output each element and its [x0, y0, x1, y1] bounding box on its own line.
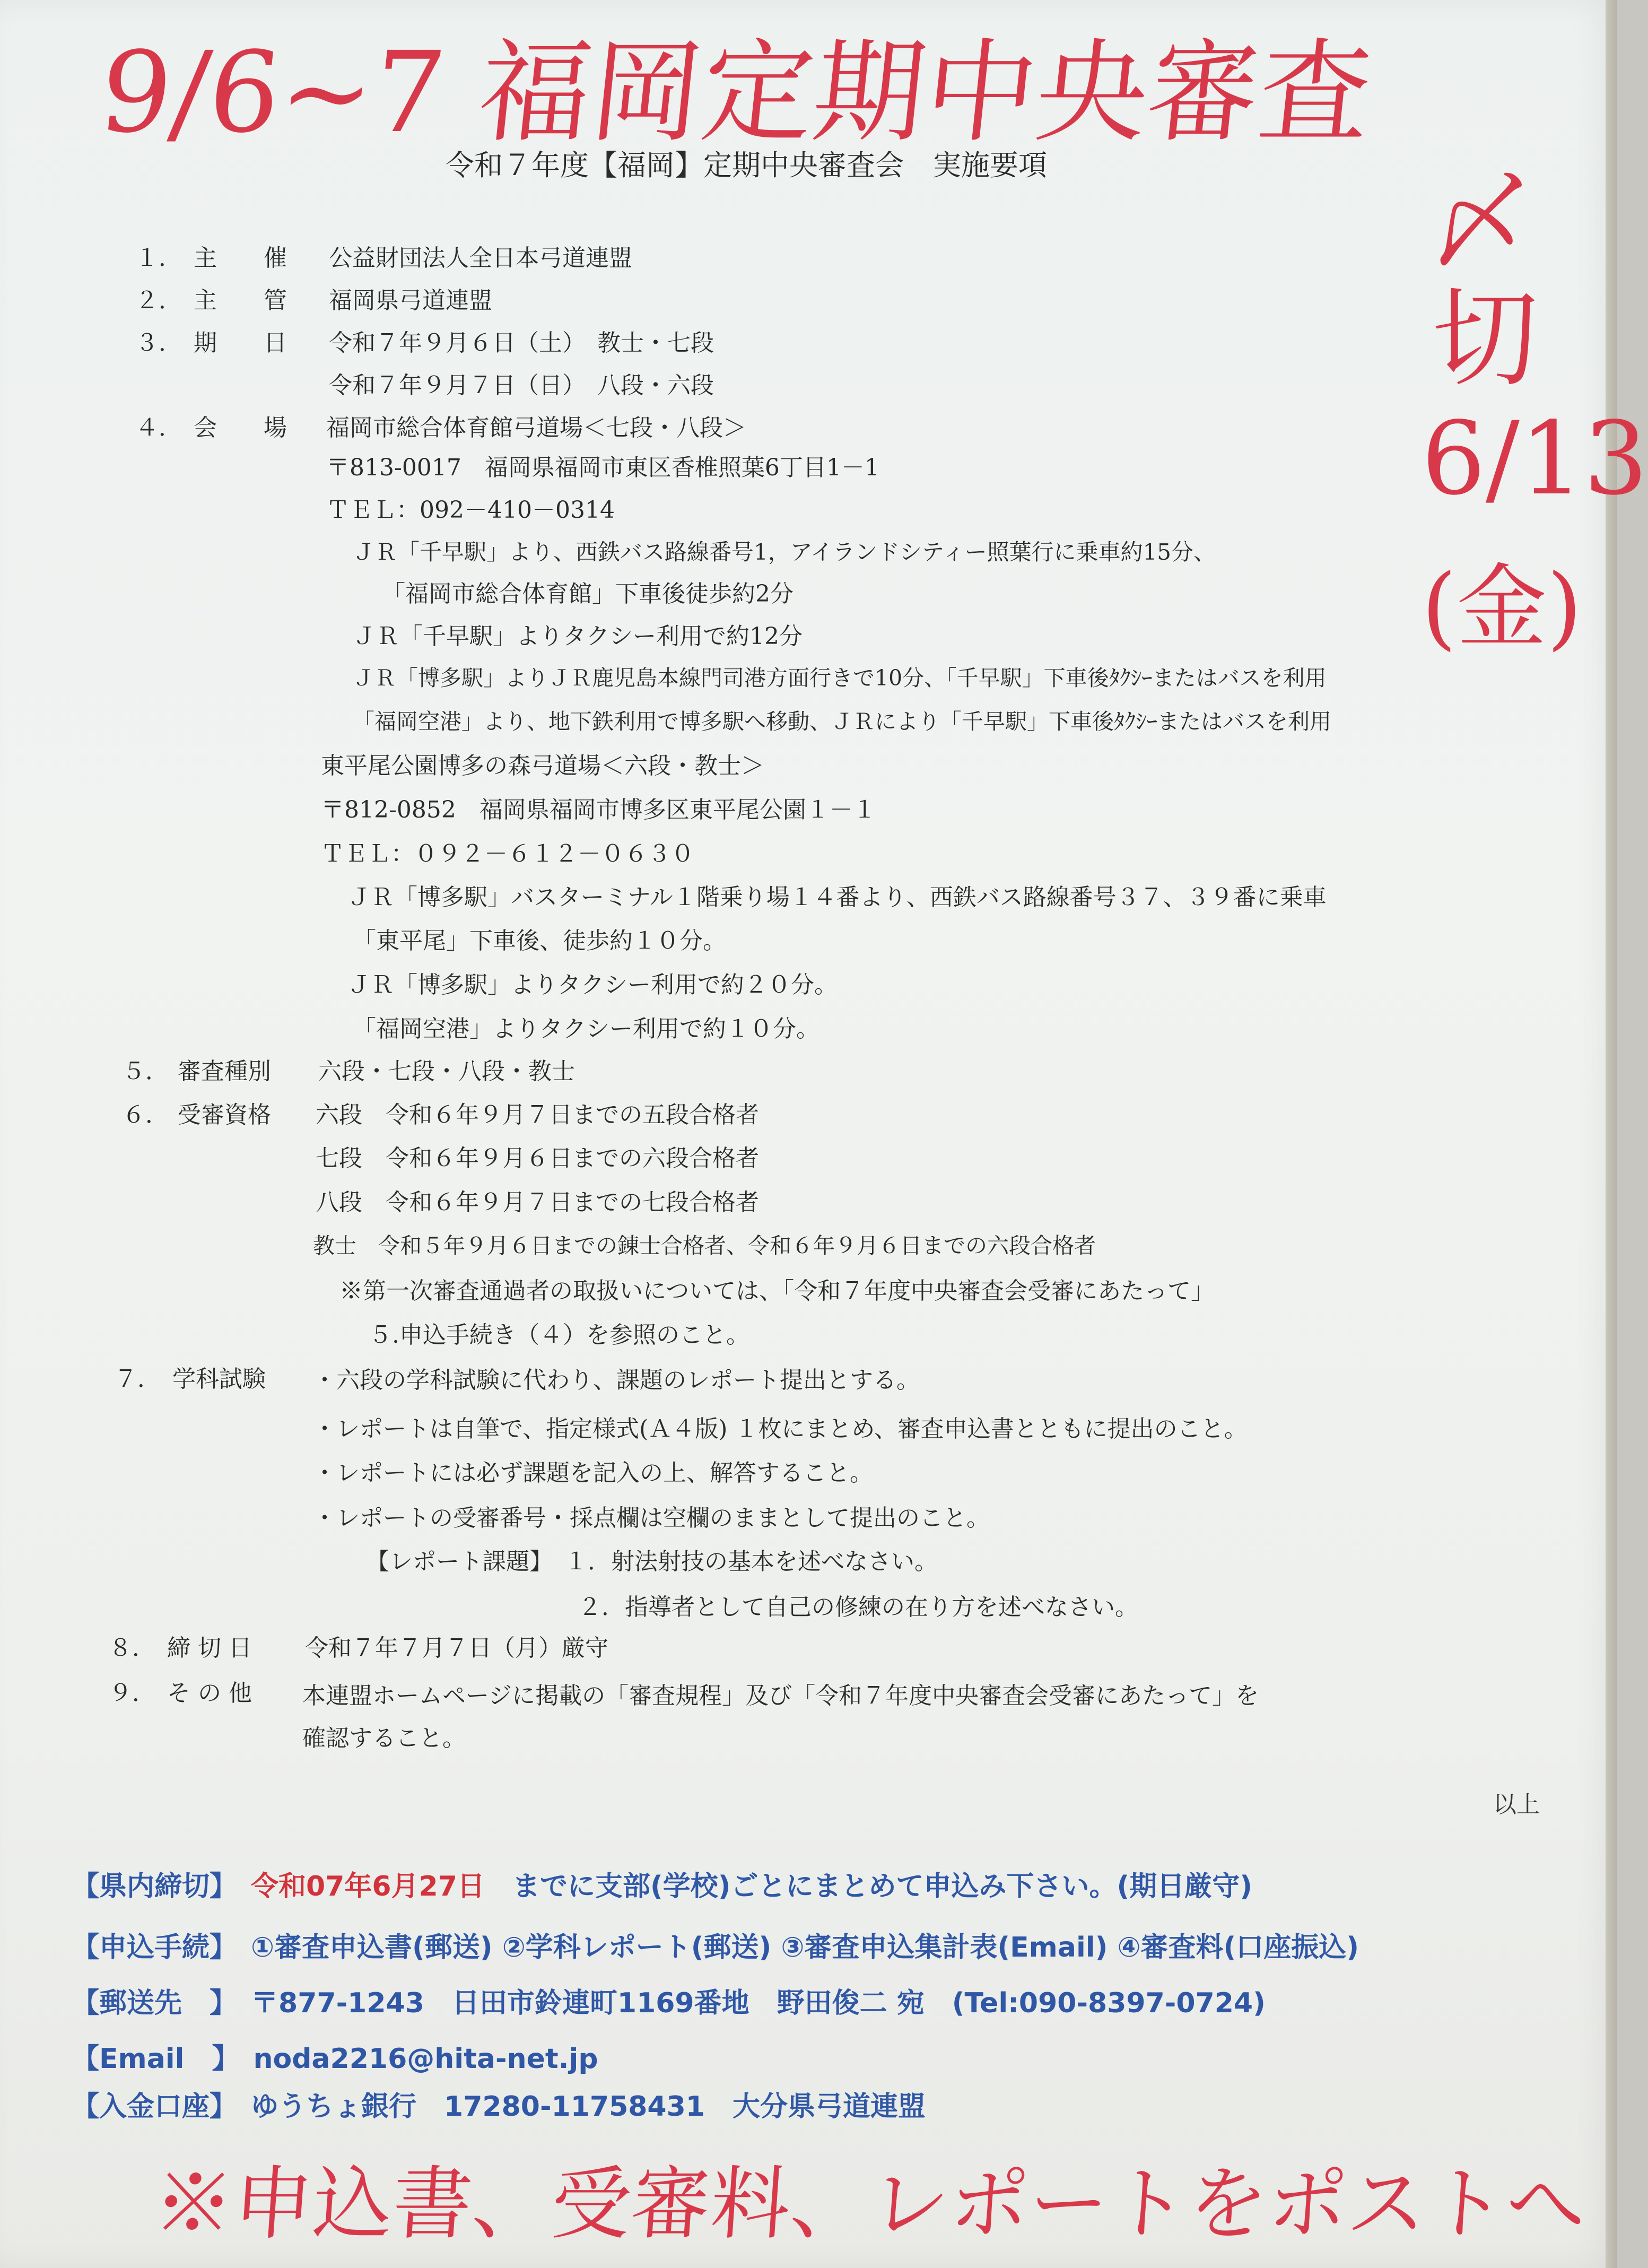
item-text: 八段 令和６年９月７日までの七段合格者	[316, 1189, 759, 1216]
item-text: 「東平尾」下車後、徒歩約１０分。	[353, 927, 726, 954]
notice-email-text: noda2216@hita-net.jp	[253, 2043, 598, 2075]
item-number: １．	[135, 245, 182, 272]
item-text: ＴＥＬ：０９２－６１２－０６３０	[321, 840, 694, 867]
handwritten-deadline-line: 〆	[1427, 161, 1533, 284]
item-text: 令和７年７月７日（月）厳守	[305, 1635, 608, 1662]
item-number: ３．	[135, 329, 182, 357]
item-text: ・レポートの受審番号・採点欄は空欄のままとして提出のこと。	[313, 1505, 990, 1532]
notice-mail	[72, 1989, 1266, 2017]
item-text: 六段・七段・八段・教士	[318, 1058, 575, 1085]
notice-deadline-text: までに支部(学校)ごとにまとめて申込み下さい。(期日厳守)	[512, 1871, 1253, 1902]
item-text: 本連盟ホームページに掲載の「審査規程」及び「令和７年度中央審査会受審にあたって」を	[302, 1682, 1259, 1709]
item-text: 【レポート課題】 １．射法射技の基本を述べなさい。	[366, 1548, 938, 1575]
item-text: ＪＲ「博多駅」バスターミナル１階乗り場１４番より、西鉄バス路線番号３７、３９番に乗車	[347, 884, 1327, 911]
notice-deadline-label: 【県内締切】	[72, 1871, 224, 1902]
item-text: ＪＲ「千早駅」より、西鉄バス路線番号1，アイランドシティー照葉行に乗車約15分、	[353, 539, 1216, 565]
notice-procedure	[72, 1934, 1359, 1961]
item-text: 福岡市総合体育館弓道場＜七段・八段＞	[326, 414, 746, 441]
item-text: 「福岡空港」より、地下鉄利用で博多駅へ移動、ＪＲにより「千早駅」下車後ﾀｸｼｰまたはバスを利用	[353, 709, 1331, 734]
item-number: ９．	[109, 1680, 155, 1707]
item-label: 学科試験	[172, 1366, 266, 1393]
item-number: ７．	[114, 1366, 161, 1393]
handwritten-footer: ※申込書、受審料、レポートをポストへ	[150, 2158, 1590, 2250]
item-text: ＪＲ「博多駅」よりＪＲ鹿児島本線門司港方面行きで10分、「千早駅」下車後ﾀｸｼｰまたはバスを利用	[353, 665, 1327, 691]
item-number: ５．	[122, 1058, 169, 1085]
closing-mark: 以上	[1493, 1791, 1540, 1818]
item-text: ・六段の学科試験に代わり、課題のレポート提出とする。	[313, 1367, 920, 1394]
item-text: 〒813-0017 福岡県福岡市東区香椎照葉6丁目1－1	[326, 454, 879, 481]
item-number: ２．	[135, 287, 182, 314]
item-label: 主 管	[194, 287, 287, 314]
handwritten-deadline-line: 切	[1432, 277, 1539, 401]
item-text: ※第一次審査通過者の取扱いについては、「令和７年度中央審査会受審にあたって」	[339, 1278, 1215, 1305]
item-text: ＪＲ「千早駅」よりタクシー利用で約12分	[353, 623, 803, 650]
item-text: ・レポートには必ず課題を記入の上、解答すること。	[313, 1459, 873, 1487]
item-text: 令和７年９月７日（日） 八段・六段	[329, 372, 714, 399]
item-text: 「福岡空港」よりタクシー利用で約１０分。	[353, 1015, 819, 1042]
notice-deadline-date: 令和07年6月27日	[251, 1871, 485, 1902]
item-text: 七段 令和６年９月６日までの六段合格者	[316, 1145, 759, 1172]
item-text: ・レポートは自筆で、指定様式(Ａ４版) １枚にまとめ、審査申込書とともに提出のこと。	[313, 1415, 1248, 1443]
notice-mail-label: 【郵送先 】	[72, 1987, 224, 2019]
notice-bank	[72, 2093, 926, 2121]
item-label: 会 場	[194, 414, 287, 441]
notice-email-label: 【Email 】	[72, 2043, 226, 2075]
item-label: 締 切 日	[167, 1635, 252, 1662]
item-number: ６．	[122, 1101, 169, 1128]
handwritten-deadline-line: (金)	[1422, 555, 1582, 660]
notice-deadline	[72, 1873, 1252, 1900]
notice-bank-text: ゆうちょ銀行 17280-11758431 大分県弓道連盟	[251, 2091, 926, 2123]
item-label: 主 催	[194, 245, 287, 272]
item-text: ＴＥＬ：092－410－0314	[326, 497, 615, 524]
item-text: 確認すること。	[302, 1725, 466, 1752]
paper-edge	[1606, 0, 1617, 2268]
item-text: 「福岡市総合体育館」下車後徒歩約2分	[382, 580, 794, 607]
handwritten-header: 9/6~7 福岡定期中央審査	[94, 28, 1378, 158]
document-title: 令和７年度【福岡】定期中央審査会 実施要項	[446, 149, 1047, 182]
item-number: ８．	[109, 1635, 155, 1662]
item-label: 受審資格	[178, 1101, 271, 1128]
item-text: 教士 令和５年９月６日までの錬士合格者、令和６年９月６日までの六段合格者	[313, 1233, 1096, 1258]
notice-email	[72, 2045, 598, 2073]
item-text: ５.申込手続き（４）を参照のこと。	[369, 1322, 749, 1349]
handwritten-deadline-line: 6/13	[1422, 400, 1648, 517]
item-text: ＪＲ「博多駅」よりタクシー利用で約２０分。	[347, 971, 838, 998]
item-number: ４．	[135, 414, 182, 441]
item-text: 令和７年９月６日（土） 教士・七段	[329, 329, 714, 357]
notice-mail-text: 〒877-1243 日田市鈴連町1169番地 野田俊二 宛 (Tel:090-8397-0724)	[251, 1987, 1266, 2019]
notice-procedure-text: ①審査申込書(郵送) ②学科レポート(郵送) ③審査申込集計表(Email) ④審査料(口座振込)	[251, 1932, 1359, 1963]
notice-bank-label: 【入金口座】	[72, 2091, 224, 2123]
item-text: 福岡県弓道連盟	[329, 287, 492, 314]
item-label: 期 日	[194, 329, 287, 357]
notice-procedure-label: 【申込手続】	[72, 1932, 224, 1963]
item-text: 六段 令和６年９月７日までの五段合格者	[316, 1101, 759, 1128]
item-text: 〒812-0852 福岡県福岡市博多区東平尾公園１－１	[321, 796, 876, 823]
item-text: ２．指導者として自己の修練の在り方を述べなさい。	[578, 1594, 1138, 1621]
item-text: 東平尾公園博多の森弓道場＜六段・教士＞	[321, 752, 764, 779]
item-text: 公益財団法人全日本弓道連盟	[329, 245, 632, 272]
item-label: そ の 他	[167, 1680, 252, 1707]
item-label: 審査種別	[178, 1058, 271, 1085]
